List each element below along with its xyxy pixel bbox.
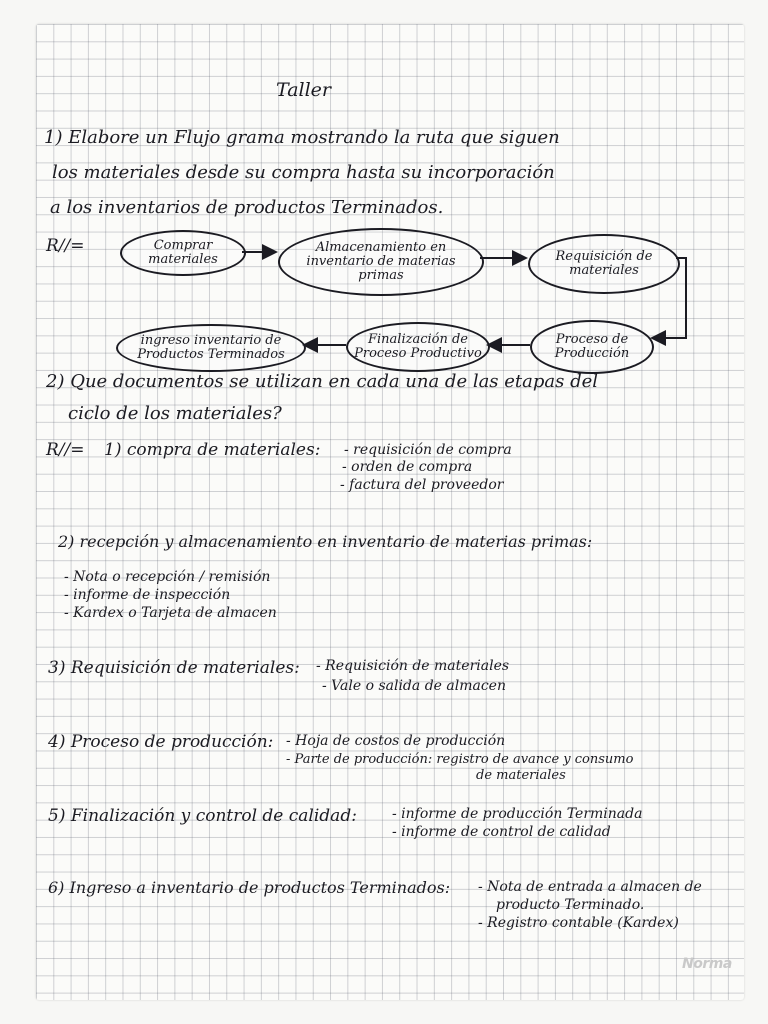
flow-node-text: Almacenamiento en: [315, 240, 447, 255]
flow-node-ingreso-inventario: [116, 324, 306, 372]
section-6-item-1-continued: producto Terminado.: [496, 897, 645, 913]
flow-node-proceso-produccion: [530, 320, 654, 374]
flow-node-almacenamiento: [278, 228, 484, 296]
flow-node-text: materiales: [569, 263, 639, 278]
section-4-item-1: - Hoja de costos de producción: [286, 733, 506, 749]
flow-node-comprar-materiales: [120, 230, 246, 276]
section-6-item-2: - Registro contable (Kardex): [478, 915, 679, 931]
question-2-line-1: 2) Que documentos se utilizan en cada una de las etapas del: [46, 371, 599, 392]
section-2-item-1: - Nota o recepción / remisión: [64, 569, 271, 585]
flow-node-text: Productos Terminados: [137, 347, 285, 362]
section-2-item-3: - Kardex o Tarjeta de almacen: [64, 605, 277, 621]
flow-node-requisicion: [528, 234, 680, 294]
page-title: Taller: [276, 79, 332, 101]
flow-node-text: Comprar: [153, 238, 213, 253]
section-1-item-2: - orden de compra: [342, 459, 473, 475]
section-6-item-1: - Nota de entrada a almacen de: [478, 879, 702, 895]
answer-label-2: R//=: [46, 440, 85, 460]
flow-node-text: ingreso inventario de: [140, 333, 282, 348]
flow-node-finalizacion: [346, 322, 490, 372]
section-4-item-2: - Parte de producción: registro de avance y consumo: [286, 752, 634, 767]
section-4-item-2-continued: de materiales: [476, 768, 566, 783]
answer-label-1: R//=: [46, 236, 85, 256]
section-1-heading: 1) compra de materiales:: [104, 440, 321, 460]
question-1-line-1: 1) Elabore un Flujo grama mostrando la ruta que siguen: [44, 127, 560, 148]
flow-node-text: materiales: [148, 252, 218, 267]
section-1-item-1: - requisición de compra: [344, 442, 512, 458]
flow-node-text: Proceso de: [555, 332, 629, 347]
section-3-item-2: - Vale o salida de almacen: [322, 678, 506, 694]
section-2-item-2: - informe de inspección: [64, 587, 231, 603]
section-3-item-1: - Requisición de materiales: [316, 658, 510, 674]
flow-node-text: Finalización de: [367, 332, 468, 347]
section-2-heading: 2) recepción y almacenamiento en inventario de materias primas:: [58, 532, 593, 551]
flow-node-text: Proceso Productivo: [354, 346, 482, 361]
flow-node-text: Producción: [554, 346, 630, 361]
flow-node-text: inventario de materias: [306, 254, 456, 269]
section-4-heading: 4) Proceso de producción:: [48, 732, 274, 752]
brand-watermark: Norma: [682, 956, 732, 972]
flow-node-text: primas: [358, 268, 404, 283]
section-1-item-3: - factura del proveedor: [340, 477, 504, 493]
section-5-heading: 5) Finalización y control de calidad:: [48, 806, 357, 826]
question-1-line-3: a los inventarios de productos Terminados.: [50, 197, 444, 218]
section-3-heading: 3) Requisición de materiales:: [48, 658, 300, 678]
section-5-item-2: - informe de control de calidad: [392, 824, 611, 840]
section-5-item-1: - informe de producción Terminada: [392, 806, 643, 822]
question-1-line-2: los materiales desde su compra hasta su incorporación: [52, 162, 555, 183]
question-2-line-2: ciclo de los materiales?: [68, 403, 282, 424]
flow-node-text: Requisición de: [555, 249, 653, 264]
section-6-heading: 6) Ingreso a inventario de productos Terminados:: [48, 878, 451, 897]
